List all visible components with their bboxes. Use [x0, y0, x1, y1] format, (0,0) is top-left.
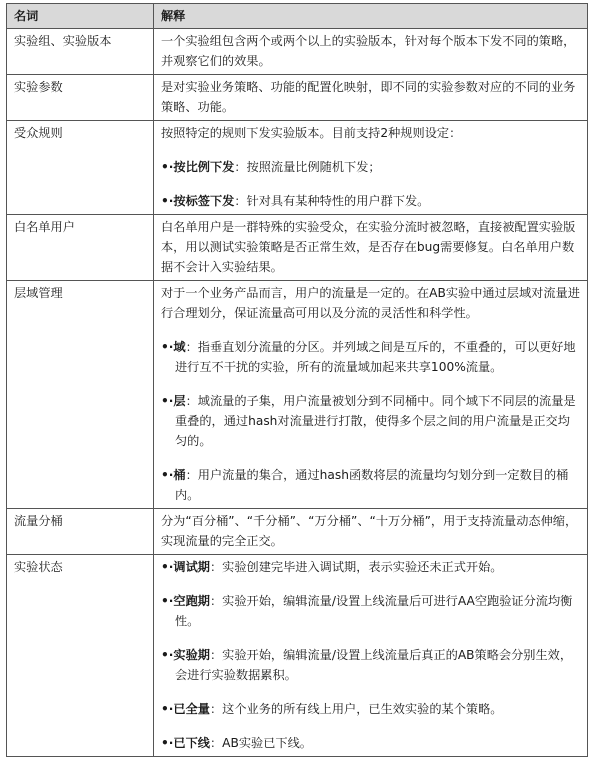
table-body	[7, 29, 588, 757]
bullet-item	[161, 465, 580, 505]
bullet-text: ：指垂直划分流量的分区。并列域之间是互斥的，不重叠的，可以更好地进行互不干扰的实验，所有的流量域加起来共享100%流量。	[175, 340, 576, 374]
bullet-text: ：针对具有某种特性的用户群下发。	[234, 194, 430, 208]
explanation-paragraph: 一个实验组包含两个或两个以上的实验版本，针对每个版本下发不同的策略，并观察它们的效果。	[161, 34, 576, 68]
explanation-cell	[154, 215, 588, 281]
bullet-text: ：实验创建完毕进入调试期，表示实验还未正式开始。	[209, 560, 503, 574]
bullet-text: ：域流量的子集，用户流量被划分到不同桶中。同个域下不同层的流量是重叠的，通过hash对流量进行打散，使得多个层之间的用户流量是正交均匀的。	[175, 394, 576, 448]
bullet-label: 空跑期	[173, 594, 210, 608]
explanation-cell	[154, 75, 588, 121]
paragraph-gap	[161, 377, 580, 391]
bullet-label: 实验期	[173, 648, 210, 662]
bullet-text: ：实验开始，编辑流量/设置上线流量后可进行AA空跑验证分流均衡性。	[175, 594, 573, 628]
explanation-paragraph: 分为“百分桶”、“千分桶”、“万分桶”、“十万分桶”，用于支持流量动态伸缩，实现流量的完全正交。	[161, 514, 578, 548]
bullet-item	[161, 591, 580, 631]
explanation-cell	[154, 555, 588, 757]
paragraph-gap	[161, 451, 580, 465]
term-cell: 层域管理	[7, 281, 154, 509]
bullet-dot-icon: •·	[161, 594, 174, 608]
term-cell: 流量分桶	[7, 509, 154, 555]
term-cell: 实验参数	[7, 75, 154, 121]
paragraph-gap	[161, 323, 580, 337]
explanation-cell	[154, 121, 588, 215]
bullet-label: 层	[173, 394, 186, 408]
bullet-item	[161, 191, 580, 211]
bullet-text: ：实验开始，编辑流量/设置上线流量后真正的AB策略会分别生效，会进行实验数据累积。	[175, 648, 573, 682]
bullet-item	[161, 157, 580, 177]
bullet-item	[161, 557, 580, 577]
table-header-row	[7, 4, 588, 29]
table-row	[7, 509, 588, 555]
term-cell: 受众规则	[7, 121, 154, 215]
bullet-label: 按比例下发	[173, 160, 235, 174]
paragraph-gap	[161, 143, 580, 157]
bullet-label: 按标签下发	[173, 194, 235, 208]
term-cell: 白名单用户	[7, 215, 154, 281]
bullet-item	[161, 645, 580, 685]
table-row	[7, 555, 588, 757]
term-cell: 实验组、实验版本	[7, 29, 154, 75]
bullet-label: 桶	[173, 468, 186, 482]
explanation-cell	[154, 29, 588, 75]
bullet-dot-icon: •·	[161, 736, 174, 750]
bullet-dot-icon: •·	[161, 702, 174, 716]
table-row	[7, 121, 588, 215]
bullet-label: 已全量	[173, 702, 210, 716]
bullet-item	[161, 733, 580, 753]
bullet-dot-icon: •·	[161, 648, 174, 662]
explanation-paragraph: 白名单用户是一群特殊的实验受众，在实验分流时被忽略，直接被配置实验版本，用以测试实验策略是否正常生效，是否存在bug需要修复。白名单用户数据不会计入实验结果。	[161, 220, 576, 274]
header-explanation: 解释	[154, 4, 588, 29]
table-row	[7, 29, 588, 75]
bullet-dot-icon: •·	[161, 160, 174, 174]
table-row	[7, 75, 588, 121]
bullet-dot-icon: •·	[161, 340, 174, 354]
bullet-text: ：AB实验已下线。	[209, 736, 312, 750]
bullet-label: 域	[173, 340, 186, 354]
bullet-item	[161, 337, 580, 377]
paragraph-gap	[161, 177, 580, 191]
bullet-item	[161, 391, 580, 451]
header-term: 名词	[7, 4, 154, 29]
bullet-text: ：用户流量的集合，通过hash函数将层的流量均匀划分到一定数目的桶内。	[175, 468, 569, 502]
bullet-label: 调试期	[173, 560, 210, 574]
bullet-dot-icon: •·	[161, 194, 174, 208]
explanation-paragraph: 按照特定的规则下发实验版本。目前支持2种规则设定：	[161, 126, 462, 140]
bullet-dot-icon: •·	[161, 394, 174, 408]
glossary-table	[6, 3, 588, 757]
explanation-paragraph: 对于一个业务产品而言，用户的流量是一定的。在AB实验中通过层域对流量进行合理划分，保证流量高可用以及分流的灵活性和科学性。	[161, 286, 580, 320]
paragraph-gap	[161, 719, 580, 733]
bullet-dot-icon: •·	[161, 560, 174, 574]
bullet-item	[161, 699, 580, 719]
paragraph-gap	[161, 577, 580, 591]
explanation-cell	[154, 509, 588, 555]
term-cell: 实验状态	[7, 555, 154, 757]
table-row	[7, 215, 588, 281]
explanation-cell	[154, 281, 588, 509]
explanation-paragraph: 是对实验业务策略、功能的配置化映射，即不同的实验参数对应的不同的业务策略、功能。	[161, 80, 576, 114]
bullet-text: ：这个业务的所有线上用户，已生效实验的某个策略。	[209, 702, 503, 716]
table-row	[7, 281, 588, 509]
bullet-dot-icon: •·	[161, 468, 174, 482]
paragraph-gap	[161, 631, 580, 645]
paragraph-gap	[161, 685, 580, 699]
bullet-label: 已下线	[173, 736, 210, 750]
bullet-text: ：按照流量比例随机下发；	[234, 160, 381, 174]
